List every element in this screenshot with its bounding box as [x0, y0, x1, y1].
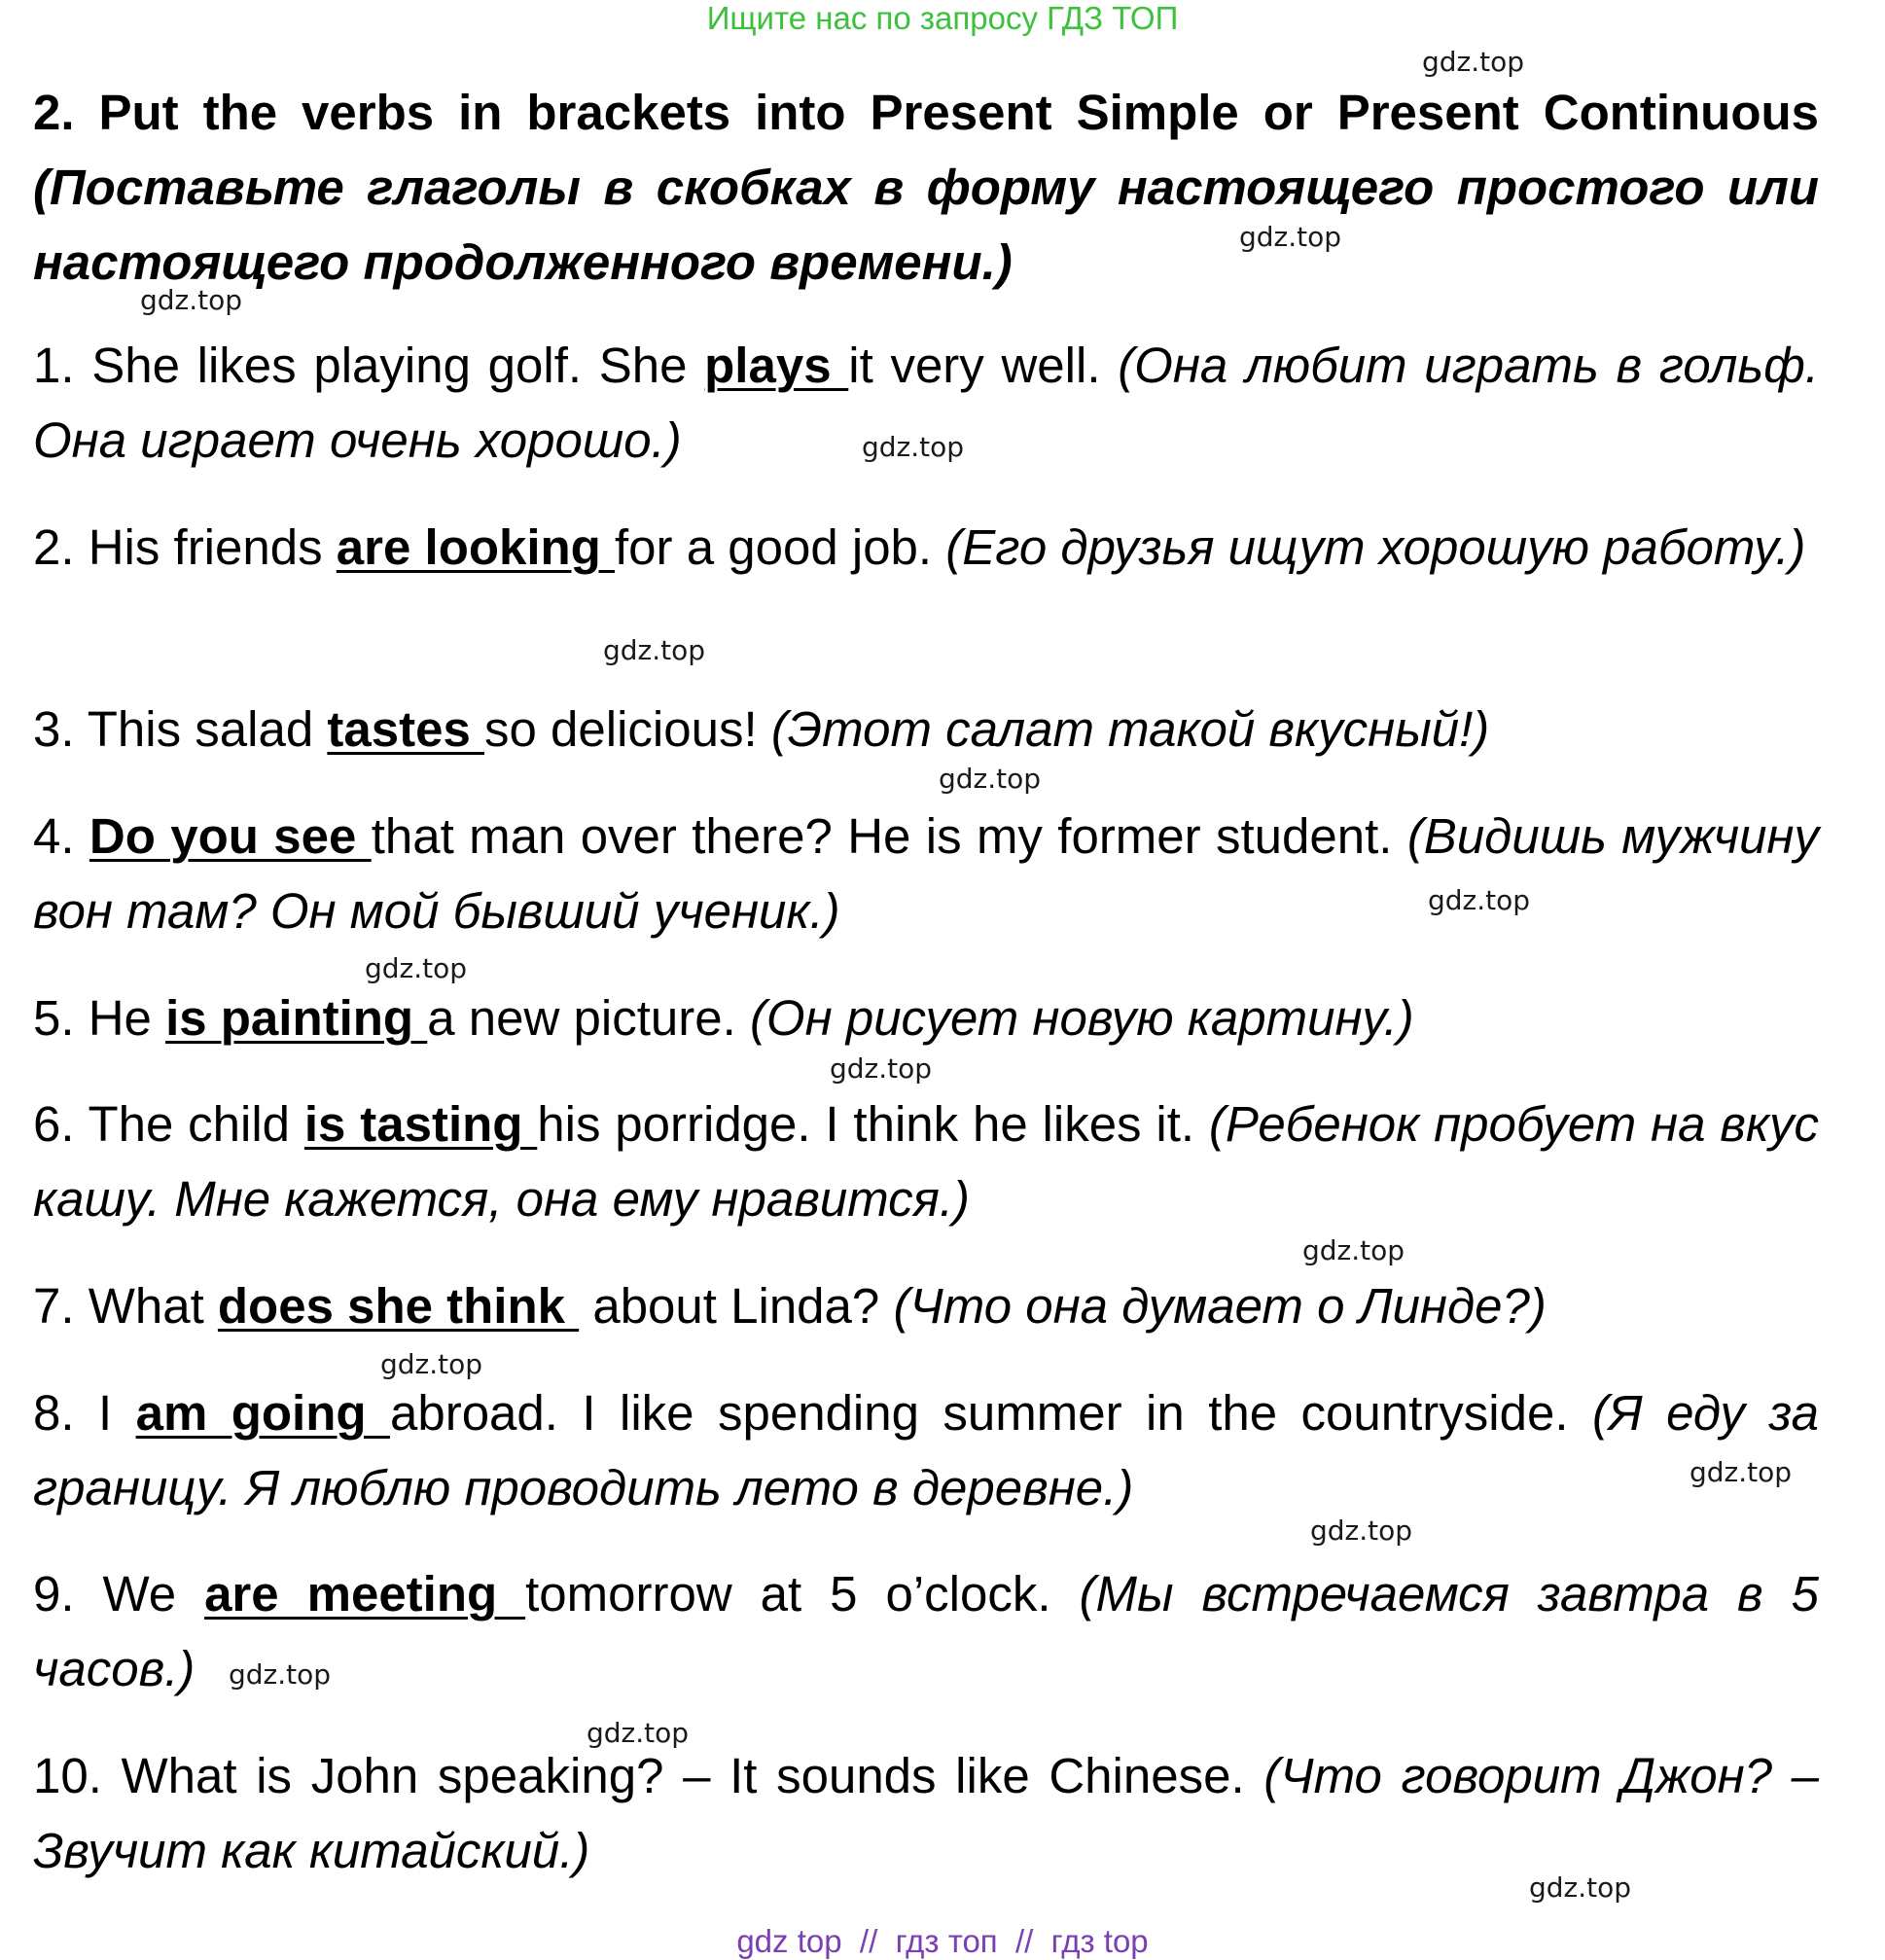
item-answer: is painting: [165, 990, 428, 1046]
exercise-item-10: [33, 1738, 1819, 1888]
item-text: for a good job.: [615, 519, 946, 575]
task-title: 2. Put the verbs in brackets into Present Simple or Present Continuous: [33, 85, 1819, 140]
item-text: about Linda?: [579, 1278, 894, 1334]
watermark: gdz.top: [140, 284, 243, 316]
item-text: a new picture.: [427, 990, 750, 1046]
item-text: 4.: [33, 808, 89, 864]
item-translation: (Этот салат такой вкусный!): [770, 701, 1490, 757]
exercise-item-1: [33, 328, 1819, 478]
watermark: gdz.top: [830, 1052, 933, 1085]
item-text: 7. What: [33, 1278, 218, 1334]
watermark: gdz.top: [365, 952, 468, 984]
item-answer: are meeting: [204, 1566, 526, 1621]
exercise-item-9: [33, 1556, 1819, 1706]
exercise-item-4: [33, 799, 1819, 948]
item-text: 1. She likes playing golf. She: [33, 338, 705, 393]
watermark: gdz.top: [862, 431, 965, 463]
item-text: 5. He: [33, 990, 166, 1046]
item-text: so delicious!: [483, 701, 771, 757]
watermark: gdz.top: [1239, 221, 1342, 253]
exercise-item-2: [33, 510, 1819, 585]
watermark: gdz.top: [1422, 46, 1525, 78]
item-text: 9. We: [33, 1566, 205, 1621]
item-text: 6. The child: [33, 1096, 304, 1152]
watermark: gdz.top: [1428, 884, 1531, 916]
item-text: abroad. I like spending summer in the countryside.: [389, 1385, 1592, 1441]
promo-banner: Ищите нас по запросу ГДЗ ТОП: [706, 0, 1179, 36]
watermark: gdz.top: [603, 634, 706, 666]
watermark: gdz.top: [587, 1717, 690, 1749]
task-instruction: (Поставьте глаголы в скобках в форму настоящего простого или настоящего продолженного времени.): [33, 160, 1819, 290]
item-answer: is tasting: [303, 1096, 538, 1152]
item-text: tomorrow at 5 o’clock.: [525, 1566, 1080, 1621]
item-answer: are looking: [336, 519, 616, 575]
item-translation: (Она любит играть в гольф. Она играет очень хорошо.): [33, 338, 1819, 468]
item-answer: am going: [135, 1385, 390, 1441]
watermark: gdz.top: [1310, 1515, 1413, 1547]
task-heading: [33, 75, 1819, 300]
item-text: that man over there? He is my former student.: [371, 808, 1407, 864]
exercise-item-8: [33, 1375, 1819, 1525]
item-translation: (Я еду за границу. Я люблю проводить лето в деревне.): [33, 1385, 1819, 1515]
item-answer: Do you see: [89, 808, 372, 864]
item-text: 8. I: [33, 1385, 136, 1441]
item-translation: (Ребенок пробует на вкус кашу. Мне кажется, она ему нравится.): [33, 1096, 1820, 1227]
item-text: 2. His friends: [33, 519, 337, 575]
watermark: gdz.top: [1689, 1456, 1793, 1488]
watermark: gdz.top: [1302, 1234, 1405, 1266]
watermark: gdz.top: [229, 1658, 332, 1691]
watermark: gdz.top: [380, 1348, 483, 1380]
exercise-item-7: [33, 1268, 1819, 1343]
exercise-item-6: [33, 1087, 1819, 1236]
watermark: gdz.top: [1529, 1871, 1632, 1904]
item-translation: (Видишь мужчину вон там? Он мой бывший ученик.): [33, 808, 1819, 939]
item-translation: (Что она думает о Линде?): [893, 1278, 1547, 1334]
item-answer: tastes: [327, 701, 484, 757]
watermark: gdz.top: [939, 763, 1042, 795]
exercise-item-3: [33, 692, 1819, 766]
item-translation: (Его друзья ищут хорошую работу.): [945, 519, 1806, 575]
item-translation: (Мы встречаемся завтра в 5 часов.): [33, 1566, 1819, 1696]
item-text: it very well.: [848, 338, 1119, 393]
item-translation: (Он рисует новую картину.): [749, 990, 1414, 1046]
item-answer: does she think: [217, 1278, 580, 1334]
footer-watermark: gdz top // гдз топ // гдз top: [736, 1923, 1149, 1959]
item-translation: (Что говорит Джон? – Звучит как китайский.): [33, 1748, 1820, 1878]
item-text: 10. What is John speaking? – It sounds like Chinese.: [33, 1748, 1264, 1803]
exercise-item-5: [33, 980, 1819, 1055]
item-text: his porridge. I think he likes it.: [537, 1096, 1209, 1152]
item-text: 3. This salad: [33, 701, 328, 757]
item-answer: plays: [704, 338, 849, 393]
